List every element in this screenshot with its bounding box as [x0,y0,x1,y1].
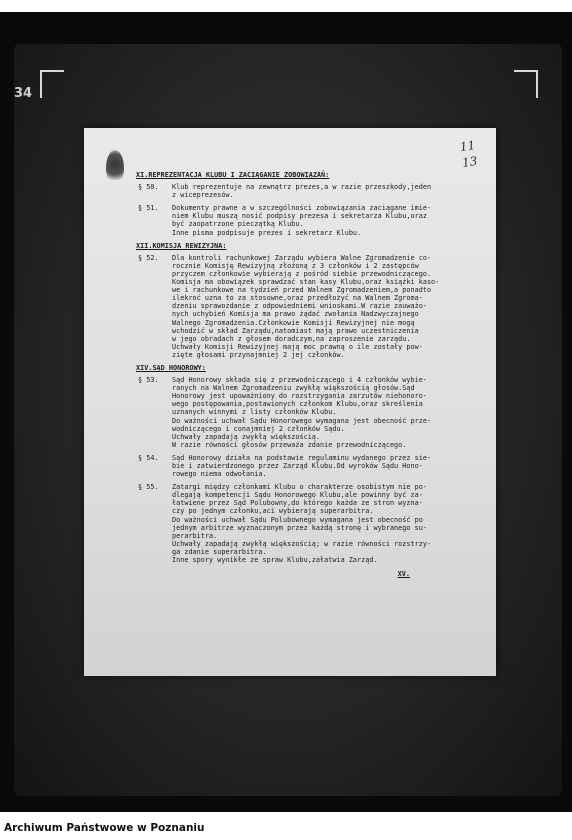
text-line: zięte głosami przynajmniej 2 jej członków. [172,350,345,359]
top-margin [0,0,572,12]
section-number: § 52. [138,253,159,262]
text-line: bie i zatwierdzonego przez Zarząd Klubu.Od wyroków Sądu Hono- [172,462,423,470]
text-line: Inne pisma podpisuje prezes i sekretarz Klubu. [172,228,362,237]
text-line: Uchwały zapadają zwykłą większością; w razie równości rozstrzy- [172,539,432,548]
text-line: czy po jednym członku,aci wybierają superarbitra. [172,507,374,516]
text-line: Sąd Honorowy działa na podstawie regulaminu wydanego przez sie- [172,453,432,462]
section-heading: XI.REPREZENTACJA KLUBU I ZACIĄGANIE ZOBOWIĄZAŃ: [136,171,330,179]
paragraph [138,454,490,478]
text-line: wego postępowania,postawionych członkom Klubu,oraz skreślenia [172,400,423,409]
text-line: Dokumenty prawne a w szczególności zobowiązania zaciągane imie- [172,204,432,213]
frame-number: 34 [14,86,33,101]
text-line: Komisja ma obowiązek sprawdzać stan kasy Klubu,oraz książki kaso- [172,278,440,287]
text-line: ga zdanie superarbitra. [172,547,267,556]
paragraph [138,204,490,236]
text-line: być zaopatrzone pieczątką Klubu. [172,220,304,229]
archive-caption-bar [0,812,572,840]
text-line: niem Klubu muszą nosić podpisy prezesa i sekretarza Klubu,oraz [172,212,427,221]
text-line: ilekroć uzna to za stosowne,oraz przedłożyć na Walnem Zgroma- [172,294,423,303]
text-line: z wiceprezesów. [172,191,234,200]
text-line: Walnego Zgromadzenia.Członkowie Komisji Rewizyjnej nie mogą [172,318,415,327]
document-page [84,128,496,676]
text-line: rowego niema odwołania. [172,470,267,479]
page-number-bottom: 13 [460,153,479,170]
text-line: wchodzić w skład Zarządu,natomiast mają prawo uczestniczenia [172,326,419,335]
text-line: we i rachunkowe na tydzień przed Walnem Zgromadzeniem,a ponadto [172,286,432,295]
text-line: Do ważności uchwał Sądu Honorowego wymagana jest obecność prze- [172,416,432,425]
next-section-mark: XV. [397,570,410,579]
text-line: nych uchybień Komisja ma prawo żądać zwołania Nadzwyczajnego [172,310,419,319]
section-number: § 50. [138,183,159,192]
section-number: § 55. [138,483,159,492]
text-line: Zatargi między członkami Klubu o charakterze osobistym nie po- [172,483,427,492]
text-line: dzeniu sprawozdanie z odpowiedniemi wnioskami.W razie zauważo- [172,302,427,311]
archive-caption: Archiwum Państwowe w Poznaniu [4,822,205,834]
page-number-top: 11 [458,138,476,155]
paragraph [138,483,490,564]
text-line: dlegają kompetencji Sądu Honorowego Klubu,ale powinny być za- [172,491,423,500]
text-line: Uchwały Komisji Rewizyjnej mają moc prawną o ile zostały pow- [172,342,423,351]
text-line: ranych na Walnem Zgromadzeniu zwykłą większością głosów.Sąd [172,384,415,393]
paragraph [138,376,490,449]
text-line: Do ważności uchwał Sądu Polubownego wymagana jest obecność po [172,515,423,524]
section-heading: XIV.SĄD HONOROWY: [136,363,206,372]
corner-mark-left [40,70,64,98]
text-line: Klub reprezentuje na zewnątrz prezes,a w razie przeszkody,jeden [172,183,432,192]
text-line: łatwiene przez Sąd Polubowny,do którego każda ze stron wyzna- [172,499,423,508]
ink-stain [106,150,124,186]
section-number: § 53. [138,376,159,385]
paragraph [138,183,490,199]
text-line: Sąd Honorowy składa się z przewodniczącego i 4 członków wybie- [172,376,427,385]
text-line: przyczem członkowie wybierają z pośród siebie przewodniczącego. [172,269,432,278]
text-line: w jego obradach z głosem doradczym,na zaproszenie zarządu. [172,334,411,343]
section-heading: XII.KOMISJA REWIZYJNA: [136,241,227,250]
text-line: wodniczącego i conajmniej 2 członków Sądu. [172,424,345,433]
corner-mark-right [514,70,538,98]
text-line: Uchwały zapadają zwykłą większością. [172,432,321,441]
page-number [459,137,479,171]
text-line: perarbitra. [172,531,218,540]
document-text [138,168,490,578]
text-line: Dla kontroli rachunkowej Zarządu wybiera Walne Zgromadzenie co- [172,253,432,262]
text-line: Honorowy jest upoważniony do rozstrzygania zarzutów niehonoro- [172,392,427,401]
text-line: rocznie Komisję Rewizyjną złożoną z 3 członków i 2 zastępców [172,261,419,270]
text-line: uznanych winnymi z listy członków Klubu. [172,408,337,417]
text-line: W razie równości głosów przeważa zdanie przewodniczącego. [172,440,407,449]
text-line: jednym arbitrze wyznaczonym przez każdą stronę i wybranego su- [172,523,427,532]
text-line: Inne spory wynikłe ze spraw Klubu,załatwia Zarząd. [172,556,378,565]
section-number: § 51. [138,204,159,213]
section-number: § 54. [138,453,159,462]
paragraph [138,254,490,359]
